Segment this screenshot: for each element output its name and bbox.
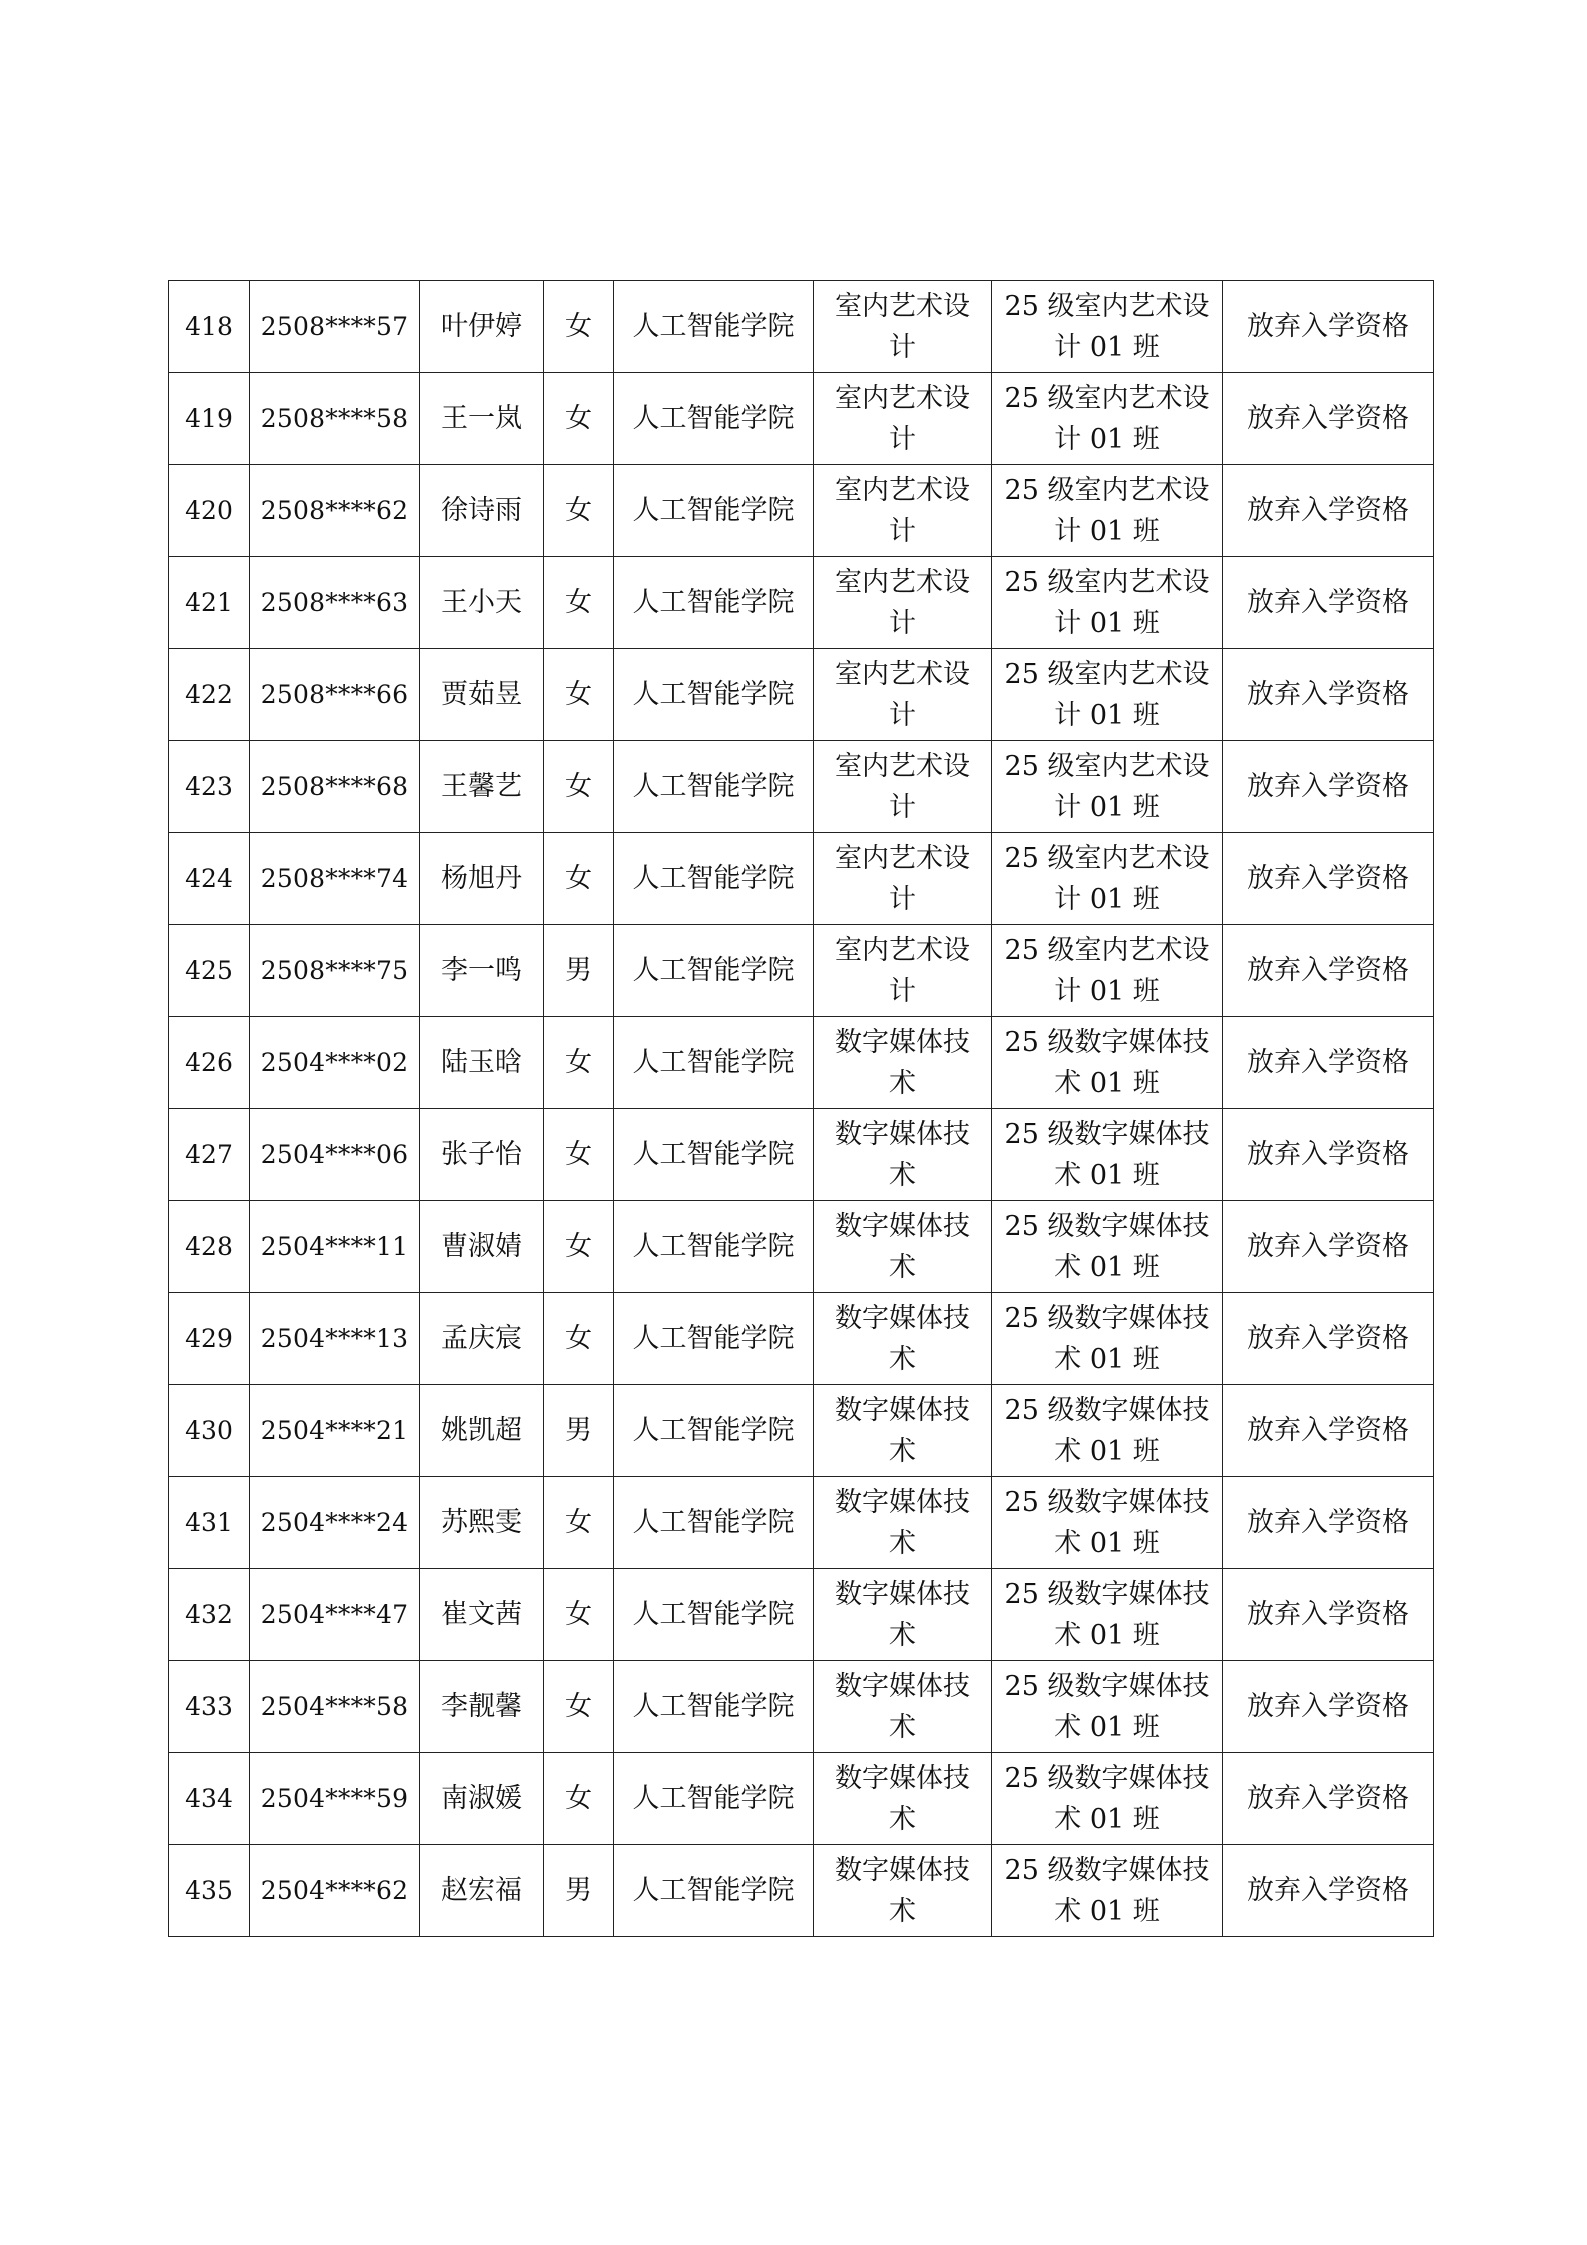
table-row: [169, 1293, 1434, 1385]
cell-status: 放弃入学资格: [1223, 373, 1434, 465]
cell-student-id: 2508****58: [250, 373, 420, 465]
cell-gender: 女: [544, 833, 614, 925]
cell-class: 25 级数字媒体技术 01 班: [992, 1109, 1223, 1201]
cell-number: 427: [169, 1109, 250, 1201]
table-row: [169, 1017, 1434, 1109]
cell-number: 426: [169, 1017, 250, 1109]
cell-college: 人工智能学院: [614, 1661, 814, 1753]
cell-name: 孟庆宸: [420, 1293, 544, 1385]
cell-major: 数字媒体技术: [814, 1477, 992, 1569]
cell-student-id: 2504****62: [250, 1845, 420, 1937]
cell-status: 放弃入学资格: [1223, 1569, 1434, 1661]
cell-number: 434: [169, 1753, 250, 1845]
cell-college: 人工智能学院: [614, 1293, 814, 1385]
cell-student-id: 2504****21: [250, 1385, 420, 1477]
cell-status: 放弃入学资格: [1223, 833, 1434, 925]
cell-gender: 女: [544, 373, 614, 465]
cell-major: 室内艺术设计: [814, 465, 992, 557]
cell-college: 人工智能学院: [614, 373, 814, 465]
cell-gender: 女: [544, 1753, 614, 1845]
cell-college: 人工智能学院: [614, 1477, 814, 1569]
cell-college: 人工智能学院: [614, 465, 814, 557]
cell-gender: 女: [544, 1201, 614, 1293]
cell-gender: 男: [544, 1385, 614, 1477]
cell-gender: 女: [544, 649, 614, 741]
cell-major: 室内艺术设计: [814, 741, 992, 833]
cell-number: 429: [169, 1293, 250, 1385]
cell-class: 25 级数字媒体技术 01 班: [992, 1293, 1223, 1385]
cell-class: 25 级室内艺术设计 01 班: [992, 741, 1223, 833]
table-row: [169, 1569, 1434, 1661]
cell-major: 数字媒体技术: [814, 1569, 992, 1661]
cell-class: 25 级数字媒体技术 01 班: [992, 1201, 1223, 1293]
cell-major: 数字媒体技术: [814, 1845, 992, 1937]
cell-gender: 男: [544, 1845, 614, 1937]
cell-gender: 女: [544, 1017, 614, 1109]
cell-class: 25 级数字媒体技术 01 班: [992, 1569, 1223, 1661]
cell-class: 25 级室内艺术设计 01 班: [992, 465, 1223, 557]
table-row: [169, 373, 1434, 465]
cell-status: 放弃入学资格: [1223, 465, 1434, 557]
cell-status: 放弃入学资格: [1223, 1477, 1434, 1569]
table-row: [169, 1845, 1434, 1937]
cell-gender: 女: [544, 1661, 614, 1753]
cell-student-id: 2504****13: [250, 1293, 420, 1385]
cell-status: 放弃入学资格: [1223, 1109, 1434, 1201]
cell-college: 人工智能学院: [614, 1569, 814, 1661]
cell-number: 421: [169, 557, 250, 649]
cell-major: 数字媒体技术: [814, 1201, 992, 1293]
cell-college: 人工智能学院: [614, 557, 814, 649]
cell-major: 数字媒体技术: [814, 1385, 992, 1477]
cell-college: 人工智能学院: [614, 1201, 814, 1293]
cell-name: 崔文茜: [420, 1569, 544, 1661]
cell-gender: 女: [544, 465, 614, 557]
table-row: [169, 925, 1434, 1017]
cell-student-id: 2508****63: [250, 557, 420, 649]
cell-name: 王一岚: [420, 373, 544, 465]
cell-gender: 女: [544, 557, 614, 649]
table-row: [169, 1201, 1434, 1293]
cell-major: 数字媒体技术: [814, 1109, 992, 1201]
cell-number: 425: [169, 925, 250, 1017]
cell-status: 放弃入学资格: [1223, 281, 1434, 373]
cell-name: 李一鸣: [420, 925, 544, 1017]
cell-name: 叶伊婷: [420, 281, 544, 373]
cell-gender: 女: [544, 1569, 614, 1661]
cell-major: 数字媒体技术: [814, 1017, 992, 1109]
cell-student-id: 2508****68: [250, 741, 420, 833]
cell-student-id: 2504****11: [250, 1201, 420, 1293]
cell-name: 曹淑婧: [420, 1201, 544, 1293]
table-row: [169, 1753, 1434, 1845]
cell-status: 放弃入学资格: [1223, 1753, 1434, 1845]
table-row: [169, 1477, 1434, 1569]
table-row: [169, 1661, 1434, 1753]
cell-student-id: 2508****74: [250, 833, 420, 925]
cell-major: 室内艺术设计: [814, 833, 992, 925]
cell-status: 放弃入学资格: [1223, 1845, 1434, 1937]
cell-class: 25 级数字媒体技术 01 班: [992, 1661, 1223, 1753]
cell-class: 25 级室内艺术设计 01 班: [992, 557, 1223, 649]
cell-class: 25 级数字媒体技术 01 班: [992, 1753, 1223, 1845]
cell-name: 杨旭丹: [420, 833, 544, 925]
cell-name: 王馨艺: [420, 741, 544, 833]
cell-major: 数字媒体技术: [814, 1293, 992, 1385]
cell-class: 25 级室内艺术设计 01 班: [992, 925, 1223, 1017]
cell-gender: 男: [544, 925, 614, 1017]
cell-major: 室内艺术设计: [814, 925, 992, 1017]
cell-name: 贾茹昱: [420, 649, 544, 741]
cell-class: 25 级数字媒体技术 01 班: [992, 1385, 1223, 1477]
cell-student-id: 2508****62: [250, 465, 420, 557]
cell-college: 人工智能学院: [614, 1109, 814, 1201]
cell-major: 室内艺术设计: [814, 649, 992, 741]
table-row: [169, 1385, 1434, 1477]
cell-number: 418: [169, 281, 250, 373]
cell-college: 人工智能学院: [614, 833, 814, 925]
table-row: [169, 557, 1434, 649]
cell-major: 数字媒体技术: [814, 1753, 992, 1845]
cell-student-id: 2508****57: [250, 281, 420, 373]
cell-college: 人工智能学院: [614, 925, 814, 1017]
cell-college: 人工智能学院: [614, 1017, 814, 1109]
cell-class: 25 级室内艺术设计 01 班: [992, 649, 1223, 741]
cell-college: 人工智能学院: [614, 741, 814, 833]
cell-student-id: 2504****47: [250, 1569, 420, 1661]
cell-name: 陆玉晗: [420, 1017, 544, 1109]
cell-gender: 女: [544, 1477, 614, 1569]
cell-class: 25 级室内艺术设计 01 班: [992, 833, 1223, 925]
cell-student-id: 2504****58: [250, 1661, 420, 1753]
cell-student-id: 2504****24: [250, 1477, 420, 1569]
cell-gender: 女: [544, 281, 614, 373]
cell-student-id: 2504****06: [250, 1109, 420, 1201]
cell-name: 徐诗雨: [420, 465, 544, 557]
table-row: [169, 281, 1434, 373]
table-row: [169, 1109, 1434, 1201]
cell-class: 25 级数字媒体技术 01 班: [992, 1845, 1223, 1937]
cell-number: 433: [169, 1661, 250, 1753]
cell-number: 424: [169, 833, 250, 925]
table-row: [169, 649, 1434, 741]
cell-student-id: 2504****59: [250, 1753, 420, 1845]
cell-name: 姚凯超: [420, 1385, 544, 1477]
cell-gender: 女: [544, 1109, 614, 1201]
cell-number: 419: [169, 373, 250, 465]
student-roster-table: [168, 280, 1434, 1937]
roster-body: [169, 281, 1434, 1937]
cell-college: 人工智能学院: [614, 281, 814, 373]
cell-gender: 女: [544, 741, 614, 833]
cell-status: 放弃入学资格: [1223, 1201, 1434, 1293]
cell-number: 432: [169, 1569, 250, 1661]
cell-major: 室内艺术设计: [814, 557, 992, 649]
cell-status: 放弃入学资格: [1223, 925, 1434, 1017]
cell-class: 25 级数字媒体技术 01 班: [992, 1017, 1223, 1109]
cell-major: 室内艺术设计: [814, 373, 992, 465]
cell-class: 25 级数字媒体技术 01 班: [992, 1477, 1223, 1569]
cell-number: 422: [169, 649, 250, 741]
cell-number: 431: [169, 1477, 250, 1569]
cell-college: 人工智能学院: [614, 1845, 814, 1937]
cell-college: 人工智能学院: [614, 1385, 814, 1477]
cell-college: 人工智能学院: [614, 649, 814, 741]
cell-class: 25 级室内艺术设计 01 班: [992, 281, 1223, 373]
cell-student-id: 2504****02: [250, 1017, 420, 1109]
cell-student-id: 2508****66: [250, 649, 420, 741]
cell-status: 放弃入学资格: [1223, 649, 1434, 741]
cell-number: 420: [169, 465, 250, 557]
cell-name: 苏熙雯: [420, 1477, 544, 1569]
cell-status: 放弃入学资格: [1223, 1661, 1434, 1753]
cell-status: 放弃入学资格: [1223, 1017, 1434, 1109]
cell-number: 423: [169, 741, 250, 833]
cell-college: 人工智能学院: [614, 1753, 814, 1845]
cell-number: 435: [169, 1845, 250, 1937]
cell-name: 南淑媛: [420, 1753, 544, 1845]
cell-status: 放弃入学资格: [1223, 557, 1434, 649]
cell-gender: 女: [544, 1293, 614, 1385]
cell-student-id: 2508****75: [250, 925, 420, 1017]
cell-name: 王小天: [420, 557, 544, 649]
cell-name: 张子怡: [420, 1109, 544, 1201]
table-row: [169, 741, 1434, 833]
cell-status: 放弃入学资格: [1223, 741, 1434, 833]
cell-status: 放弃入学资格: [1223, 1385, 1434, 1477]
cell-major: 室内艺术设计: [814, 281, 992, 373]
cell-number: 428: [169, 1201, 250, 1293]
cell-status: 放弃入学资格: [1223, 1293, 1434, 1385]
cell-number: 430: [169, 1385, 250, 1477]
table-row: [169, 833, 1434, 925]
cell-major: 数字媒体技术: [814, 1661, 992, 1753]
cell-class: 25 级室内艺术设计 01 班: [992, 373, 1223, 465]
cell-name: 李靓馨: [420, 1661, 544, 1753]
table-row: [169, 465, 1434, 557]
cell-name: 赵宏福: [420, 1845, 544, 1937]
